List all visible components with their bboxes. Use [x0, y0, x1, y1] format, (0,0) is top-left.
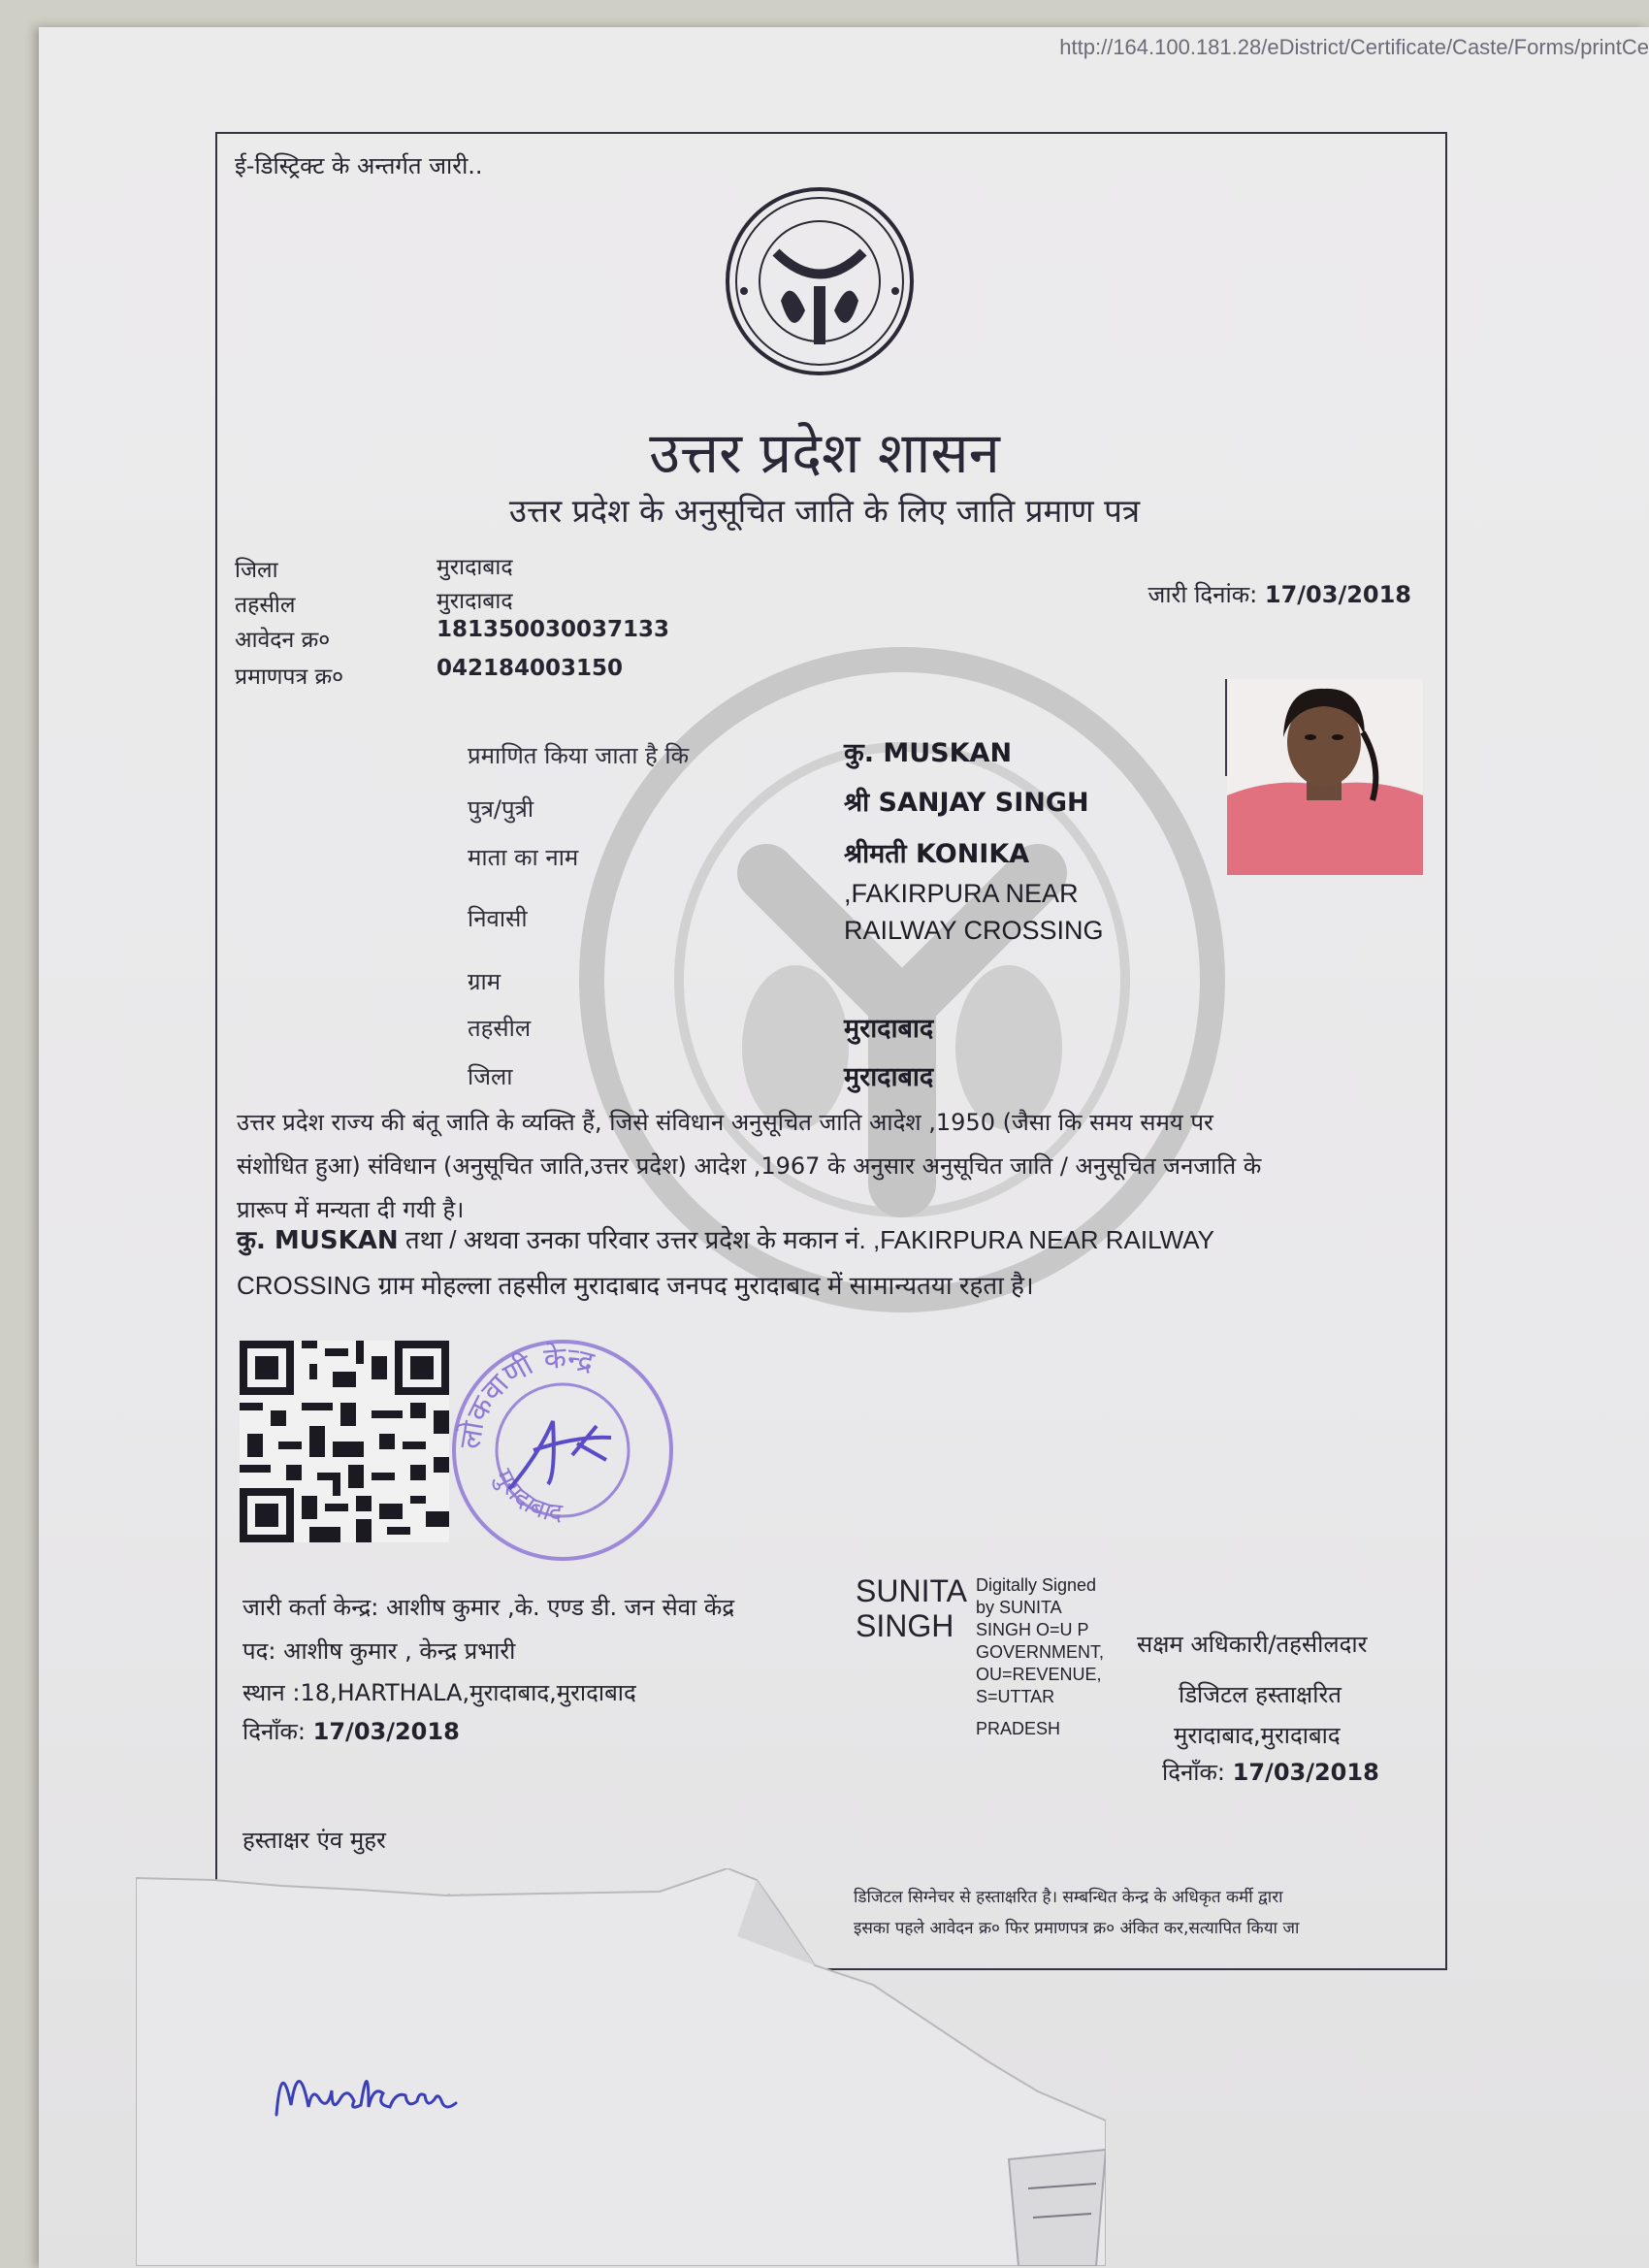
seal-text-bottom: मुरादाबाद — [488, 1464, 565, 1529]
applicant-photo — [1227, 679, 1423, 875]
signature-detail-line: Digitally Signed — [976, 1575, 1097, 1595]
certificate-title: उत्तर प्रदेश के अनुसूचित जाति के लिए जाति प्रमाण पत्र — [508, 492, 1141, 530]
residence-applicant-name: कु. MUSKAN — [237, 1226, 399, 1255]
issue-date-label: जारी दिनांक: — [1148, 581, 1258, 608]
field-parent-label: पुत्र/पुत्री — [468, 795, 534, 823]
address-line-1: ,FAKIRPURA NEAR — [844, 879, 1079, 908]
digital-signature-details — [976, 1574, 1141, 1740]
authority-date-label: दिनाँक: — [1162, 1759, 1226, 1786]
field-tehsil-value: मुरादाबाद — [844, 1014, 934, 1044]
authority-date-value: 17/03/2018 — [1232, 1759, 1379, 1786]
authority-signed: डिजिटल हस्ताक्षरित — [1179, 1681, 1342, 1708]
field-district-label: जिला — [468, 1063, 513, 1090]
field-address — [844, 875, 1104, 949]
caste-declaration-paragraph — [237, 1101, 1439, 1232]
residence-paragraph — [237, 1217, 1352, 1308]
signature-detail-line: PRADESH — [976, 1719, 1061, 1738]
signature-detail-line: S=UTTAR — [976, 1687, 1055, 1706]
issue-date-value: 17/03/2018 — [1264, 581, 1411, 608]
field-resident-label: निवासी — [468, 905, 528, 932]
field-applicant-name: कु. MUSKAN — [844, 738, 1013, 768]
qr-code-icon — [240, 1341, 449, 1542]
meta-tehsil-value: मुरादाबाद — [436, 589, 513, 614]
paragraph-line: उत्तर प्रदेश राज्य की बंतू जाति के व्यक्ति हैं, जिसे संविधान अनुसूचित जाति आदेश ,1950 (जैसा कि समय समय पर — [237, 1109, 1213, 1136]
field-certified-label: प्रमाणित किया जाता है कि — [468, 742, 690, 769]
paragraph-line: CROSSING ग्राम मोहल्ला तहसील मुरादाबाद जनपद मुरादाबाद में सामान्यतया रहता है। — [237, 1271, 1034, 1300]
issuer-date-label: दिनाँक: — [242, 1718, 307, 1745]
signature-detail-line: SINGH O=U P — [976, 1620, 1089, 1639]
issuer-post: पद: आशीष कुमार , केन्द्र प्रभारी — [242, 1637, 516, 1665]
signature-detail-gap — [976, 1708, 1141, 1718]
meta-tehsil-label: तहसील — [235, 593, 296, 618]
up-government-emblem-icon — [723, 184, 917, 378]
issuer-place: स्थान :18,HARTHALA,मुरादाबाद,मुरादाबाद — [242, 1679, 636, 1706]
field-village-label: ग्राम — [468, 968, 501, 995]
issued-under-note: ई-डिस्ट्रिक्ट के अन्तर्गत जारी.. — [235, 152, 483, 179]
address-line-2: RAILWAY CROSSING — [844, 916, 1104, 945]
field-tehsil-label: तहसील — [468, 1015, 532, 1042]
signature-seal-label: हस्ताक्षर एंव मुहर — [242, 1827, 386, 1854]
field-mother-name: श्रीमती KONIKA — [844, 839, 1030, 869]
printed-url: http://164.100.181.28/eDistrict/Certificate/Caste/Forms/printCe — [1059, 35, 1649, 59]
paragraph-line: प्रारूप में मन्यता दी गयी है। — [237, 1196, 465, 1223]
issuer-date — [242, 1715, 460, 1747]
lokvani-kendra-seal — [441, 1329, 684, 1571]
authority-title: सक्षम अधिकारी/तहसीलदार — [1137, 1631, 1368, 1658]
authority-date — [1162, 1756, 1379, 1788]
paragraph-line: संशोधित हुआ) संविधान (अनुसूचित जाति,उत्तर प्रदेश) आदेश ,1967 के अनुसार अनुसूचित जाति / अनुसूचित जनजाति के — [237, 1152, 1262, 1180]
meta-certificate-number: 042184003150 — [436, 656, 624, 681]
meta-district-value: मुरादाबाद — [436, 555, 513, 580]
meta-certificate-label: प्रमाणपत्र क्र० — [235, 664, 344, 690]
field-district-value: मुरादाबाद — [844, 1062, 934, 1092]
seal-text-top: लोकवाणी केन्द्र — [453, 1341, 598, 1452]
field-father-name: श्री SANJAY SINGH — [844, 788, 1089, 818]
footnote-right-line-1: डिजिटल सिग्नेचर से हस्ताक्षरित है। सम्बन्धित केन्द्र के अधिकृत कर्मी द्वारा — [854, 1888, 1283, 1907]
signature-detail-line: by SUNITA — [976, 1598, 1062, 1617]
paragraph-line: तथा / अथवा उनका परिवार उत्तर प्रदेश के मकान नं. ,FAKIRPURA NEAR RAILWAY — [404, 1225, 1214, 1254]
signer-first-name: SUNITA — [856, 1573, 967, 1608]
field-mother-label: माता का नाम — [468, 844, 579, 871]
signer-last-name: SINGH — [856, 1608, 954, 1643]
applicant-handwritten-signature — [272, 2047, 485, 2134]
signature-detail-line: OU=REVENUE, — [976, 1665, 1102, 1684]
footnote-right-line-2: इसका पहले आवेदन क्र० फिर प्रमाणपत्र क्र० अंकित कर,सत्यापित किया जा — [854, 1919, 1300, 1938]
issue-date — [1148, 578, 1411, 610]
government-title: उत्तर प्रदेश शासन — [649, 420, 1000, 486]
issuer-date-value: 17/03/2018 — [312, 1718, 460, 1745]
signature-detail-line: GOVERNMENT, — [976, 1642, 1105, 1662]
digital-signer-name — [856, 1573, 967, 1643]
meta-application-number: 181350030037133 — [436, 617, 670, 642]
meta-application-label: आवेदन क्र० — [235, 628, 331, 653]
issuer-centre: जारी कर्ता केन्द्र: आशीष कुमार ,के. एण्ड डी. जन सेवा केंद्र — [242, 1594, 735, 1621]
authority-place: मुरादाबाद,मुरादाबाद — [1174, 1722, 1341, 1749]
meta-district-label: जिला — [235, 558, 278, 583]
